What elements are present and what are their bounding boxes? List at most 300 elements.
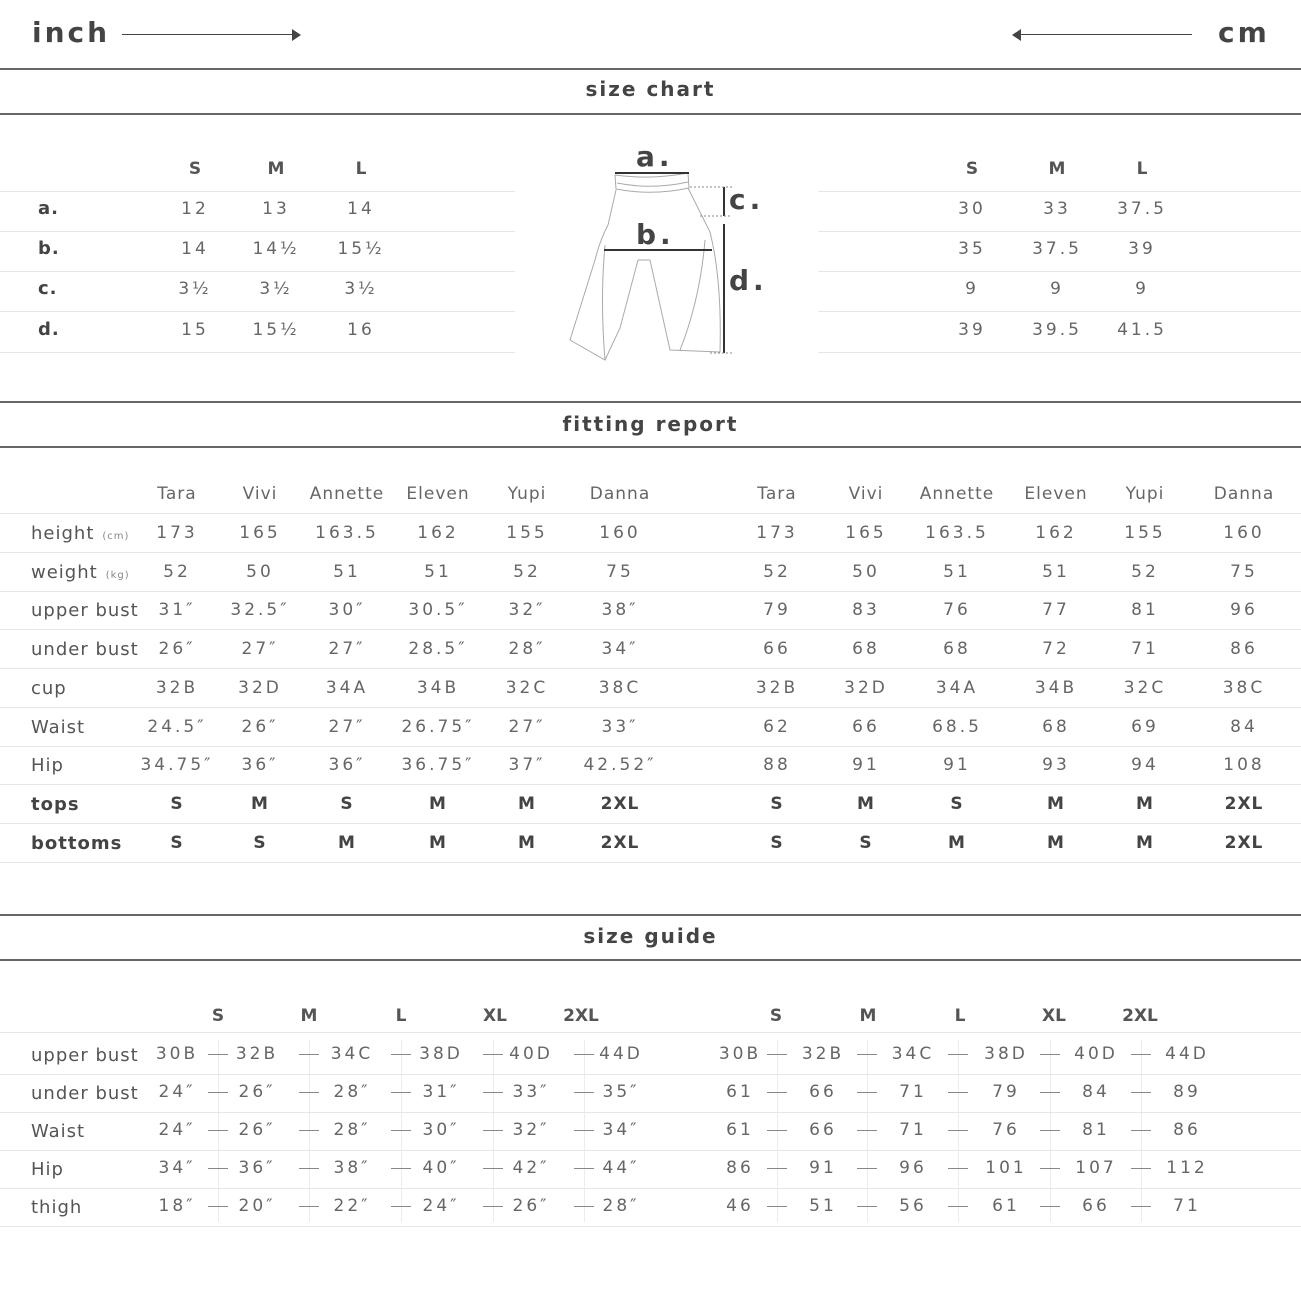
cell-inch: 24″: [158, 1082, 196, 1102]
cell-cm: 39: [1128, 239, 1156, 259]
cell-inch: 26″: [238, 1120, 276, 1140]
cell-cm: 66: [809, 1082, 837, 1102]
size-header: S: [188, 159, 202, 179]
cell-cm: 30: [958, 199, 986, 219]
measure-label: c.: [38, 278, 58, 299]
cell-cm: 79: [992, 1082, 1020, 1102]
divider: [0, 959, 1301, 961]
row-label: cup: [31, 677, 67, 699]
cell-cm: 32D: [844, 677, 888, 698]
cell-inch: 32D: [238, 677, 282, 698]
cell-cm: 160: [1223, 523, 1265, 543]
cell-inch: 31″: [422, 1082, 460, 1102]
cell-cm: 33: [1043, 199, 1071, 219]
row-divider: [0, 862, 1301, 863]
range-dash: [857, 1092, 877, 1093]
cell-cm: 69: [1131, 716, 1159, 737]
cell-cm: 40D: [1074, 1044, 1118, 1064]
unit-label: (cm): [102, 531, 130, 542]
row-divider: [0, 1074, 1301, 1075]
cell-inch: 20″: [238, 1196, 276, 1216]
cell-cm: 165: [845, 523, 887, 543]
cell-cm: 51: [943, 561, 971, 582]
row-divider: [818, 231, 1301, 232]
range-dash: [208, 1092, 228, 1093]
cell-inch: 32B: [155, 677, 199, 698]
range-dash: [574, 1130, 594, 1131]
cell-inch: 32″: [508, 600, 546, 621]
cell-cm: 61: [992, 1196, 1020, 1216]
row-label: upper bust: [31, 600, 139, 622]
model-name: Yupi: [1125, 484, 1165, 504]
range-dash: [391, 1130, 411, 1131]
model-name: Tara: [757, 484, 797, 504]
cell-inch: 24″: [422, 1196, 460, 1216]
cell-inch: 22″: [333, 1196, 371, 1216]
cell-cm: 86: [726, 1158, 754, 1178]
cell-inch: 34″: [601, 639, 639, 660]
cell-inch: 2XL: [600, 832, 640, 853]
cell-inch: 33″: [512, 1082, 550, 1102]
cell-cm: 38D: [984, 1044, 1028, 1064]
cell-inch: 40″: [422, 1158, 460, 1178]
model-name: Eleven: [1024, 484, 1088, 504]
cell-cm: 52: [763, 561, 791, 582]
row-label: bottoms: [31, 832, 123, 854]
cell-cm: 30B: [718, 1044, 762, 1064]
row-label: under bust: [31, 1083, 139, 1104]
cell-inch: 24.5″: [147, 716, 207, 737]
size-header: M: [300, 1006, 318, 1026]
cell-inch: 27″: [508, 716, 546, 737]
row-divider: [0, 746, 1301, 747]
cell-cm: 44D: [1165, 1044, 1209, 1064]
cell-inch: 75: [606, 561, 634, 582]
cell-cm: 66: [852, 716, 880, 737]
column-divider: [958, 1040, 959, 1222]
cell-inch: 30B: [155, 1044, 199, 1064]
range-dash: [948, 1168, 968, 1169]
row-divider: [0, 1226, 1301, 1227]
range-dash: [483, 1206, 503, 1207]
cell-inch: 37″: [508, 755, 546, 776]
row-label: Hip: [31, 1159, 64, 1180]
size-header: XL: [483, 1006, 507, 1026]
cell-inch: 27″: [328, 639, 366, 660]
row-divider: [0, 513, 1301, 514]
left-arrow-icon: [1020, 34, 1192, 35]
divider: [0, 446, 1301, 448]
range-dash: [857, 1130, 877, 1131]
size-header: L: [1136, 159, 1148, 179]
range-dash: [1040, 1206, 1060, 1207]
cell-cm: 52: [1131, 561, 1159, 582]
cell-inch: S: [253, 832, 267, 853]
cell-inch: 40D: [509, 1044, 553, 1064]
cell-cm: 76: [943, 600, 971, 621]
measure-label: b.: [38, 238, 60, 259]
shorts-diagram: [560, 140, 780, 370]
range-dash: [574, 1206, 594, 1207]
cell-cm: 32C: [1123, 677, 1167, 698]
row-divider: [0, 311, 515, 312]
cell-cm: 68: [943, 639, 971, 660]
cell-inch: 3½: [178, 279, 212, 299]
size-header: M: [859, 1006, 877, 1026]
column-divider: [867, 1040, 868, 1222]
cell-cm: 68: [1042, 716, 1070, 737]
cell-cm: 163.5: [925, 523, 989, 543]
cell-inch: 38″: [601, 600, 639, 621]
diagram-label-d: d.: [729, 264, 768, 297]
cell-cm: 96: [899, 1158, 927, 1178]
range-dash: [1131, 1206, 1151, 1207]
row-label: Hip: [31, 755, 64, 777]
row-divider: [0, 707, 1301, 708]
cell-cm: 66: [1082, 1196, 1110, 1216]
row-divider: [0, 591, 1301, 592]
row-label: Waist: [31, 716, 86, 738]
cell-cm: 71: [1131, 639, 1159, 660]
cell-inch: 163.5: [315, 523, 379, 543]
cell-inch: 31″: [158, 600, 196, 621]
cell-cm: 37.5: [1117, 199, 1167, 219]
row-divider: [0, 352, 515, 353]
range-dash: [208, 1206, 228, 1207]
diagram-label-b: b.: [636, 218, 675, 251]
inch-unit-label: inch: [32, 16, 111, 49]
cell-inch: 33″: [601, 716, 639, 737]
range-dash: [574, 1092, 594, 1093]
divider: [0, 68, 1301, 70]
cell-inch: 27″: [241, 639, 279, 660]
cell-inch: 12: [181, 199, 209, 219]
cell-inch: 173: [156, 523, 198, 543]
range-dash: [483, 1130, 503, 1131]
range-dash: [948, 1054, 968, 1055]
cell-cm: 72: [1042, 639, 1070, 660]
cell-inch: 2XL: [600, 793, 640, 814]
row-divider: [0, 1112, 1301, 1113]
model-name: Vivi: [848, 484, 884, 504]
cell-inch: 42″: [512, 1158, 550, 1178]
row-divider: [818, 271, 1301, 272]
cell-cm: 35: [958, 239, 986, 259]
range-dash: [857, 1054, 877, 1055]
cell-inch: 34″: [158, 1158, 196, 1178]
column-divider: [309, 1040, 310, 1222]
size-header: S: [769, 1006, 783, 1026]
size-header: S: [211, 1006, 225, 1026]
cell-inch: 34″: [602, 1120, 640, 1140]
cell-cm: 89: [1173, 1082, 1201, 1102]
cell-inch: 160: [599, 523, 641, 543]
cell-inch: 50: [246, 561, 274, 582]
divider: [0, 113, 1301, 115]
row-label: upper bust: [31, 1045, 139, 1066]
row-divider: [0, 1188, 1301, 1189]
range-dash: [483, 1092, 503, 1093]
range-dash: [948, 1130, 968, 1131]
cell-inch: 32C: [505, 677, 549, 698]
cell-cm: 34B: [1034, 677, 1078, 698]
cell-inch: S: [340, 793, 354, 814]
cell-cm: 88: [763, 755, 791, 776]
row-divider: [0, 668, 1301, 669]
range-dash: [208, 1054, 228, 1055]
cell-cm: 71: [1173, 1196, 1201, 1216]
size-header: L: [395, 1006, 407, 1026]
range-dash: [1040, 1130, 1060, 1131]
row-label: tops: [31, 793, 80, 815]
cell-inch: 15½: [337, 239, 385, 259]
range-dash: [391, 1092, 411, 1093]
cell-inch: 165: [239, 523, 281, 543]
range-dash: [574, 1054, 594, 1055]
size-chart-title: size chart: [585, 77, 716, 101]
row-label: height (cm): [31, 523, 130, 544]
column-divider: [493, 1040, 494, 1222]
size-header: XL: [1042, 1006, 1066, 1026]
cell-cm: 81: [1131, 600, 1159, 621]
cell-cm: 155: [1124, 523, 1166, 543]
cell-inch: 30″: [422, 1120, 460, 1140]
size-header: S: [965, 159, 979, 179]
column-divider: [1050, 1040, 1051, 1222]
cell-cm: 94: [1131, 755, 1159, 776]
model-name: Danna: [589, 484, 651, 504]
column-divider: [401, 1040, 402, 1222]
cell-inch: 35″: [602, 1082, 640, 1102]
range-dash: [767, 1206, 787, 1207]
cell-inch: 52: [163, 561, 191, 582]
row-divider: [0, 231, 515, 232]
cell-cm: 112: [1166, 1158, 1208, 1178]
cell-inch: 27″: [328, 716, 366, 737]
cell-inch: S: [170, 793, 184, 814]
cell-cm: 9: [1050, 279, 1064, 299]
range-dash: [1131, 1168, 1151, 1169]
cell-inch: 38D: [419, 1044, 463, 1064]
cell-inch: 15½: [252, 320, 300, 340]
range-dash: [767, 1130, 787, 1131]
cell-inch: 36″: [238, 1158, 276, 1178]
row-label: weight (kg): [31, 561, 130, 583]
cell-inch: M: [338, 832, 356, 853]
cell-inch: 44″: [602, 1158, 640, 1178]
unit-label: (kg): [105, 569, 130, 581]
cell-inch: 32B: [235, 1044, 279, 1064]
row-divider: [0, 823, 1301, 824]
cell-cm: 61: [726, 1120, 754, 1140]
cell-cm: 173: [756, 523, 798, 543]
range-dash: [1131, 1130, 1151, 1131]
fitting-report-title: fitting report: [562, 412, 739, 436]
range-dash: [857, 1168, 877, 1169]
cell-cm: 81: [1082, 1120, 1110, 1140]
cell-cm: 76: [992, 1120, 1020, 1140]
cell-cm: 2XL: [1224, 832, 1264, 853]
cell-inch: 34.75″: [140, 755, 214, 776]
range-dash: [299, 1054, 319, 1055]
cell-inch: 24″: [158, 1120, 196, 1140]
range-dash: [767, 1092, 787, 1093]
cell-inch: 162: [417, 523, 459, 543]
cell-inch: 34C: [330, 1044, 374, 1064]
column-divider: [218, 1040, 219, 1222]
row-divider: [818, 352, 1301, 353]
cell-inch: 28″: [508, 639, 546, 660]
size-header: L: [355, 159, 367, 179]
cell-cm: M: [1047, 832, 1065, 853]
range-dash: [299, 1130, 319, 1131]
range-dash: [483, 1168, 503, 1169]
size-header: 2XL: [1122, 1006, 1158, 1026]
cell-inch: 3½: [344, 279, 378, 299]
range-dash: [391, 1168, 411, 1169]
cell-cm: 9: [1135, 279, 1149, 299]
range-dash: [208, 1130, 228, 1131]
range-dash: [857, 1206, 877, 1207]
cell-inch: 28″: [602, 1196, 640, 1216]
size-header: M: [1048, 159, 1066, 179]
cell-inch: 3½: [259, 279, 293, 299]
cm-unit-label: cm: [1218, 16, 1270, 49]
range-dash: [391, 1206, 411, 1207]
row-divider: [0, 191, 515, 192]
cell-cm: 38C: [1222, 677, 1266, 698]
cell-cm: 96: [1230, 600, 1258, 621]
cell-cm: 50: [852, 561, 880, 582]
model-name: Vivi: [242, 484, 278, 504]
size-header: 2XL: [563, 1006, 599, 1026]
range-dash: [299, 1092, 319, 1093]
cell-cm: 107: [1075, 1158, 1117, 1178]
cell-cm: 77: [1042, 600, 1070, 621]
cell-cm: 32B: [755, 677, 799, 698]
cell-inch: 28.5″: [408, 639, 468, 660]
row-divider: [0, 271, 515, 272]
cell-inch: 16: [347, 320, 375, 340]
model-name: Danna: [1213, 484, 1275, 504]
cell-inch: 51: [333, 561, 361, 582]
row-divider: [0, 629, 1301, 630]
cell-inch: 32″: [512, 1120, 550, 1140]
cell-cm: 162: [1035, 523, 1077, 543]
size-header: L: [954, 1006, 966, 1026]
row-label: Waist: [31, 1121, 86, 1142]
cell-inch: S: [170, 832, 184, 853]
row-divider: [818, 311, 1301, 312]
cell-cm: 83: [852, 600, 880, 621]
column-divider: [584, 1040, 585, 1222]
cell-inch: 14½: [252, 239, 300, 259]
cell-inch: 26.75″: [401, 716, 475, 737]
cell-inch: 30.5″: [408, 600, 468, 621]
measure-label: a.: [38, 198, 59, 219]
cell-cm: 34C: [891, 1044, 935, 1064]
range-dash: [1040, 1092, 1060, 1093]
arrow-head-left-icon: [1012, 29, 1021, 41]
cell-inch: 51: [424, 561, 452, 582]
cell-inch: 42.52″: [583, 755, 657, 776]
diagram-label-c: c.: [729, 183, 765, 216]
cell-cm: 9: [965, 279, 979, 299]
range-dash: [1040, 1054, 1060, 1055]
cell-inch: 52: [513, 561, 541, 582]
cell-cm: 75: [1230, 561, 1258, 582]
cell-cm: 66: [763, 639, 791, 660]
row-divider: [818, 191, 1301, 192]
cell-cm: 39: [958, 320, 986, 340]
cell-cm: 46: [726, 1196, 754, 1216]
range-dash: [948, 1092, 968, 1093]
cell-cm: 66: [809, 1120, 837, 1140]
cell-inch: 34B: [416, 677, 460, 698]
diagram-label-a: a.: [636, 140, 674, 173]
size-guide-title: size guide: [583, 924, 718, 948]
cell-inch: 14: [181, 239, 209, 259]
cell-cm: 39.5: [1032, 320, 1082, 340]
row-divider: [0, 1150, 1301, 1151]
cell-inch: 26″: [241, 716, 279, 737]
cell-inch: 34A: [325, 677, 369, 698]
cell-cm: M: [857, 793, 875, 814]
model-name: Annette: [309, 484, 385, 504]
range-dash: [391, 1054, 411, 1055]
model-name: Yupi: [507, 484, 547, 504]
cell-inch: 28″: [333, 1120, 371, 1140]
range-dash: [299, 1168, 319, 1169]
cell-inch: 13: [262, 199, 290, 219]
size-header: M: [267, 159, 285, 179]
model-name: Tara: [157, 484, 197, 504]
cell-cm: 37.5: [1032, 239, 1082, 259]
cell-cm: S: [859, 832, 873, 853]
cell-inch: M: [251, 793, 269, 814]
cell-cm: 2XL: [1224, 793, 1264, 814]
cell-inch: 26″: [512, 1196, 550, 1216]
range-dash: [208, 1168, 228, 1169]
cell-cm: 91: [852, 755, 880, 776]
cell-inch: 44D: [599, 1044, 643, 1064]
cell-cm: M: [1136, 832, 1154, 853]
row-divider: [0, 784, 1301, 785]
model-name: Annette: [919, 484, 995, 504]
row-divider: [0, 1032, 1301, 1033]
range-dash: [574, 1168, 594, 1169]
range-dash: [767, 1054, 787, 1055]
cell-cm: M: [948, 832, 966, 853]
cell-cm: 71: [899, 1120, 927, 1140]
cell-inch: 30″: [328, 600, 366, 621]
range-dash: [483, 1054, 503, 1055]
range-dash: [1131, 1054, 1151, 1055]
cell-cm: 62: [763, 716, 791, 737]
cell-cm: 79: [763, 600, 791, 621]
cell-inch: 26″: [158, 639, 196, 660]
cell-cm: 32B: [801, 1044, 845, 1064]
right-arrow-icon: [122, 34, 294, 35]
cell-cm: 68: [852, 639, 880, 660]
cell-cm: S: [950, 793, 964, 814]
cell-inch: 36″: [241, 755, 279, 776]
range-dash: [1131, 1092, 1151, 1093]
cell-cm: 34A: [935, 677, 979, 698]
cell-inch: M: [518, 832, 536, 853]
arrow-head-right-icon: [292, 29, 301, 41]
cell-inch: 14: [347, 199, 375, 219]
